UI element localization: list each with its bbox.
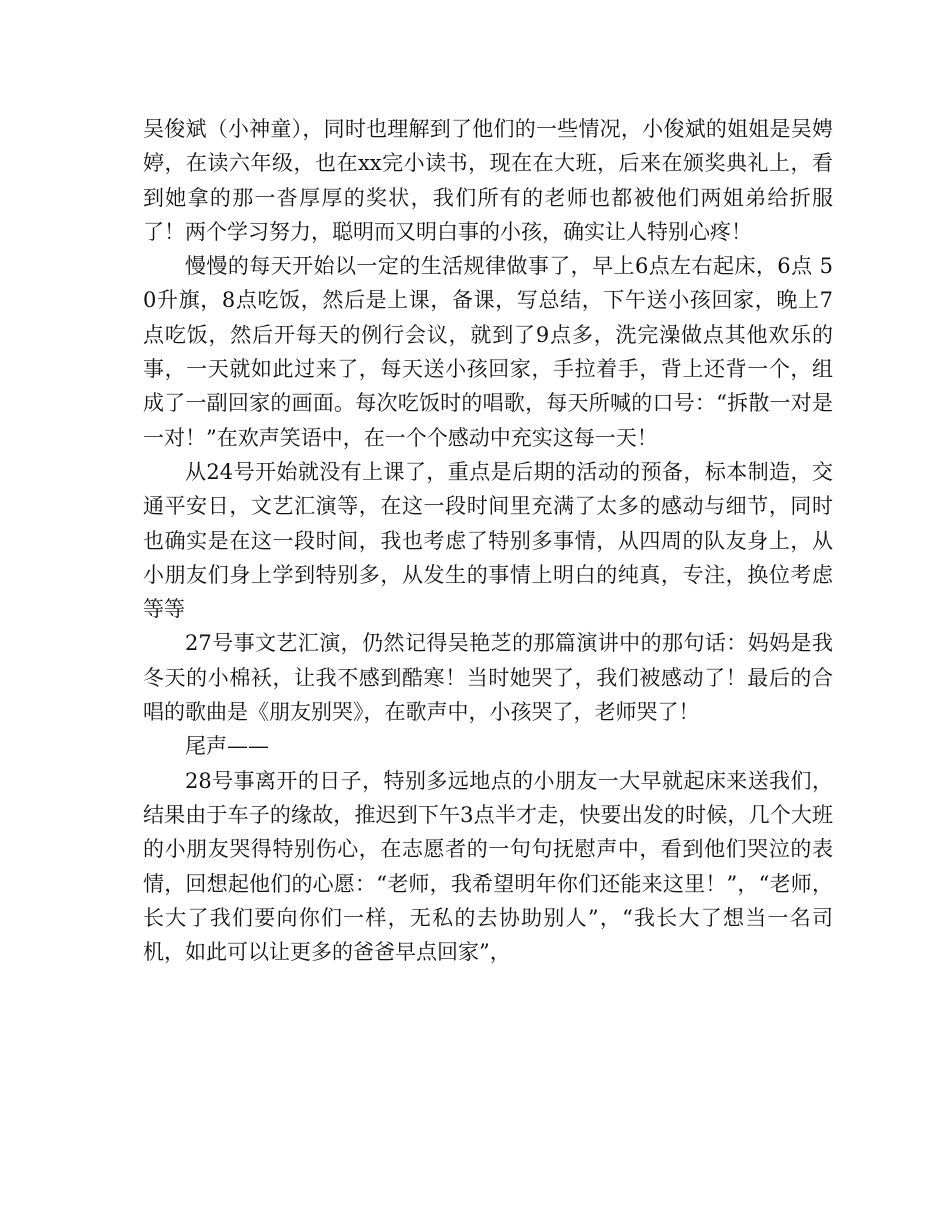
document-body [143,112,833,969]
paragraph-6: 28号事离开的日子，特别多远地点的小朋友一大早就起床来送我们，结果由于车子的缘故，推迟到下午3点半才走，快要出发的时候，几个大班的小朋友哭得特别伤心，在志愿者的一句句抚慰声中，看到他们哭泣的表情，回想起他们的心愿：“老师，我希望明年你们还能来这里！”，“老师，长大了我们要向你们一样，无私的去协助别人”，“我长大了想当一名司机，如此可以让更多的爸爸早点回家”， [143,768,833,965]
paragraph-1: 吴俊斌（小神童），同时也理解到了他们的一些情况，小俊斌的姐姐是吴娉婷，在读六年级，也在xx完小读书，现在在大班，后来在颁奖典礼上，看到她拿的那一沓厚厚的奖状，我们所有的老师也都被他们两姐弟给折服了！两个学习努力，聪明而又明白事的小孩，确实让人特别心疼！ [143,117,833,244]
paragraph-5: 尾声—— [185,734,269,759]
paragraph-3: 从24号开始就没有上课了，重点是后期的活动的预备，标本制造，交通平安日，文艺汇演等，在这一段时间里充满了太多的感动与细节，同时也确实是在这一段时间，我也考虑了特别多事情，从四周的队友身上，从小朋友们身上学到特别多，从发生的事情上明白的纯真，专注，换位考虑等等 [143,459,833,622]
paragraph-4: 27号事文艺汇演，仍然记得吴艳芝的那篇演讲中的那句话：妈妈是我冬天的小棉袄，让我不感到酷寒！当时她哭了，我们被感动了！最后的合唱的歌曲是《朋友别哭》，在歌声中，小孩哭了，老师哭了！ [143,631,833,725]
paragraph-2: 慢慢的每天开始以一定的生活规律做事了，早上6点左右起床，6点 50升旗，8点吃饭，然后是上课，备课，写总结，下午送小孩回家，晚上7点吃饭，然后开每天的例行会议，就到了9点多，洗完澡做点其他欢乐的事，一天就如此过来了，每天送小孩回家，手拉着手，背上还背一个，组成了一副回家的画面。每次吃饭时的唱歌，每天所喊的口号：“拆散一对是一对！”在欢声笑语中，在一个个感动中充实这每一天！ [143,254,833,450]
